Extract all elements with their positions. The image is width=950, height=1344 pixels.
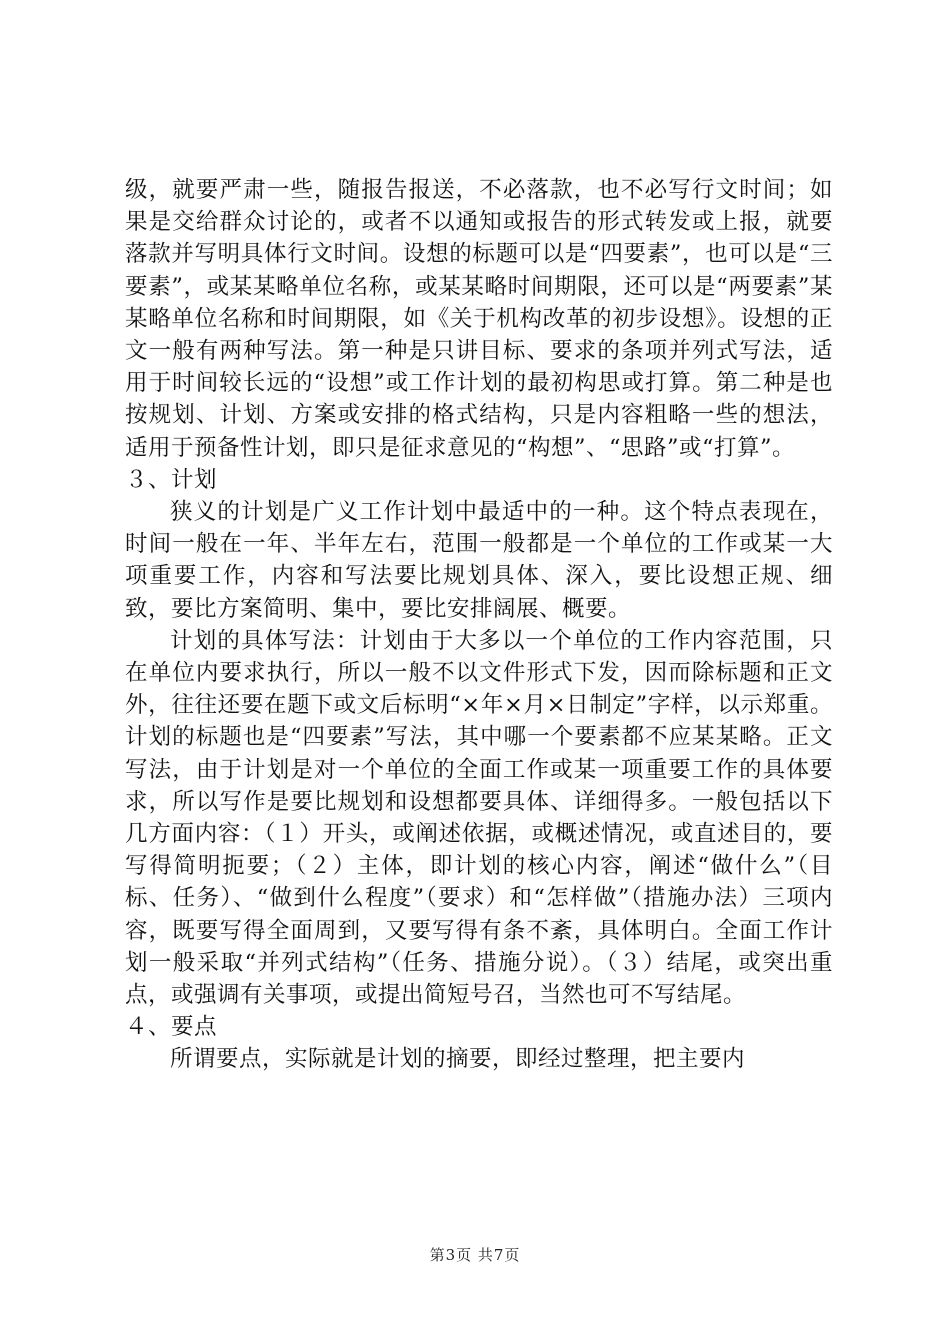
paragraph-continuation: 级，就要严肃一些，随报告报送，不必落款，也不必写行文时间；如果是交给群众讨论的，或者不以通知或报告的形式转发或上报，就要落款并写明具体行文时间。设想的标题可以是“四要素”，也可以是“三要素”，或某某略单位名称，或某某略时间期限，还可以是“两要素”某某略单位名称和时间期限，如《关于机构改革的初步设想》。设想的正文一般有两种写法。第一种是只讲目标、要求的条项并列式写法，适用于时间较长远的“设想”或工作计划的最初构思或打算。第二种是也按规划、计划、方案或安排的格式结构，只是内容粗略一些的想法，适用于预备性计划，即只是征求意见的“构想”、“思路”或“打算”。 (125, 177, 833, 461)
page-footer: 第3页 共7页 (429, 1246, 521, 1264)
paragraph-plan-definition: 狭义的计划是广义工作计划中最适中的一种。这个特点表现在，时间一般在一年、半年左右，范围一般都是一个单位的工作或某一大项重要工作，内容和写法要比规划具体、深入，要比设想正规、细致，要比方案简明、集中，要比安排阔展、概要。 (125, 499, 833, 622)
paragraph-key-points: 所谓要点，实际就是计划的摘要，即经过整理，把主要内 (170, 1046, 746, 1073)
section-heading-key-points: ４、要点 (125, 1014, 218, 1041)
section-heading-plan: ３、计划 (125, 466, 218, 493)
paragraph-plan-writing-method: 计划的具体写法：计划由于大多以一个单位的工作内容范围，只在单位内要求执行，所以一般不以文件形式下发，因而除标题和正文外，往往还要在题下或文后标明“×年×月×日制定”字样，以示郑重。计划的标题也是“四要素”写法，其中哪一个要素都不应某某略。正文写法，由于计划是对一个单位的全面工作或某一项重要工作的具体要求，所以写作是要比规划和设想都要具体、详细得多。一般包括以下几方面内容：（１）开头，或阐述依据，或概述情况，或直述目的，要写得简明扼要；（２）主体，即计划的核心内容，阐述“做什么”（目标、任务）、“做到什么程度”（要求）和“怎样做”（措施办法）三项内容，既要写得全面周到，又要写得有条不紊，具体明白。全面工作计划一般采取“并列式结构”（任务、措施分说）。（３）结尾，或突出重点，或强调有关事项，或提出简短号召，当然也可不写结尾。 (125, 627, 833, 1009)
document-body (125, 174, 833, 1076)
